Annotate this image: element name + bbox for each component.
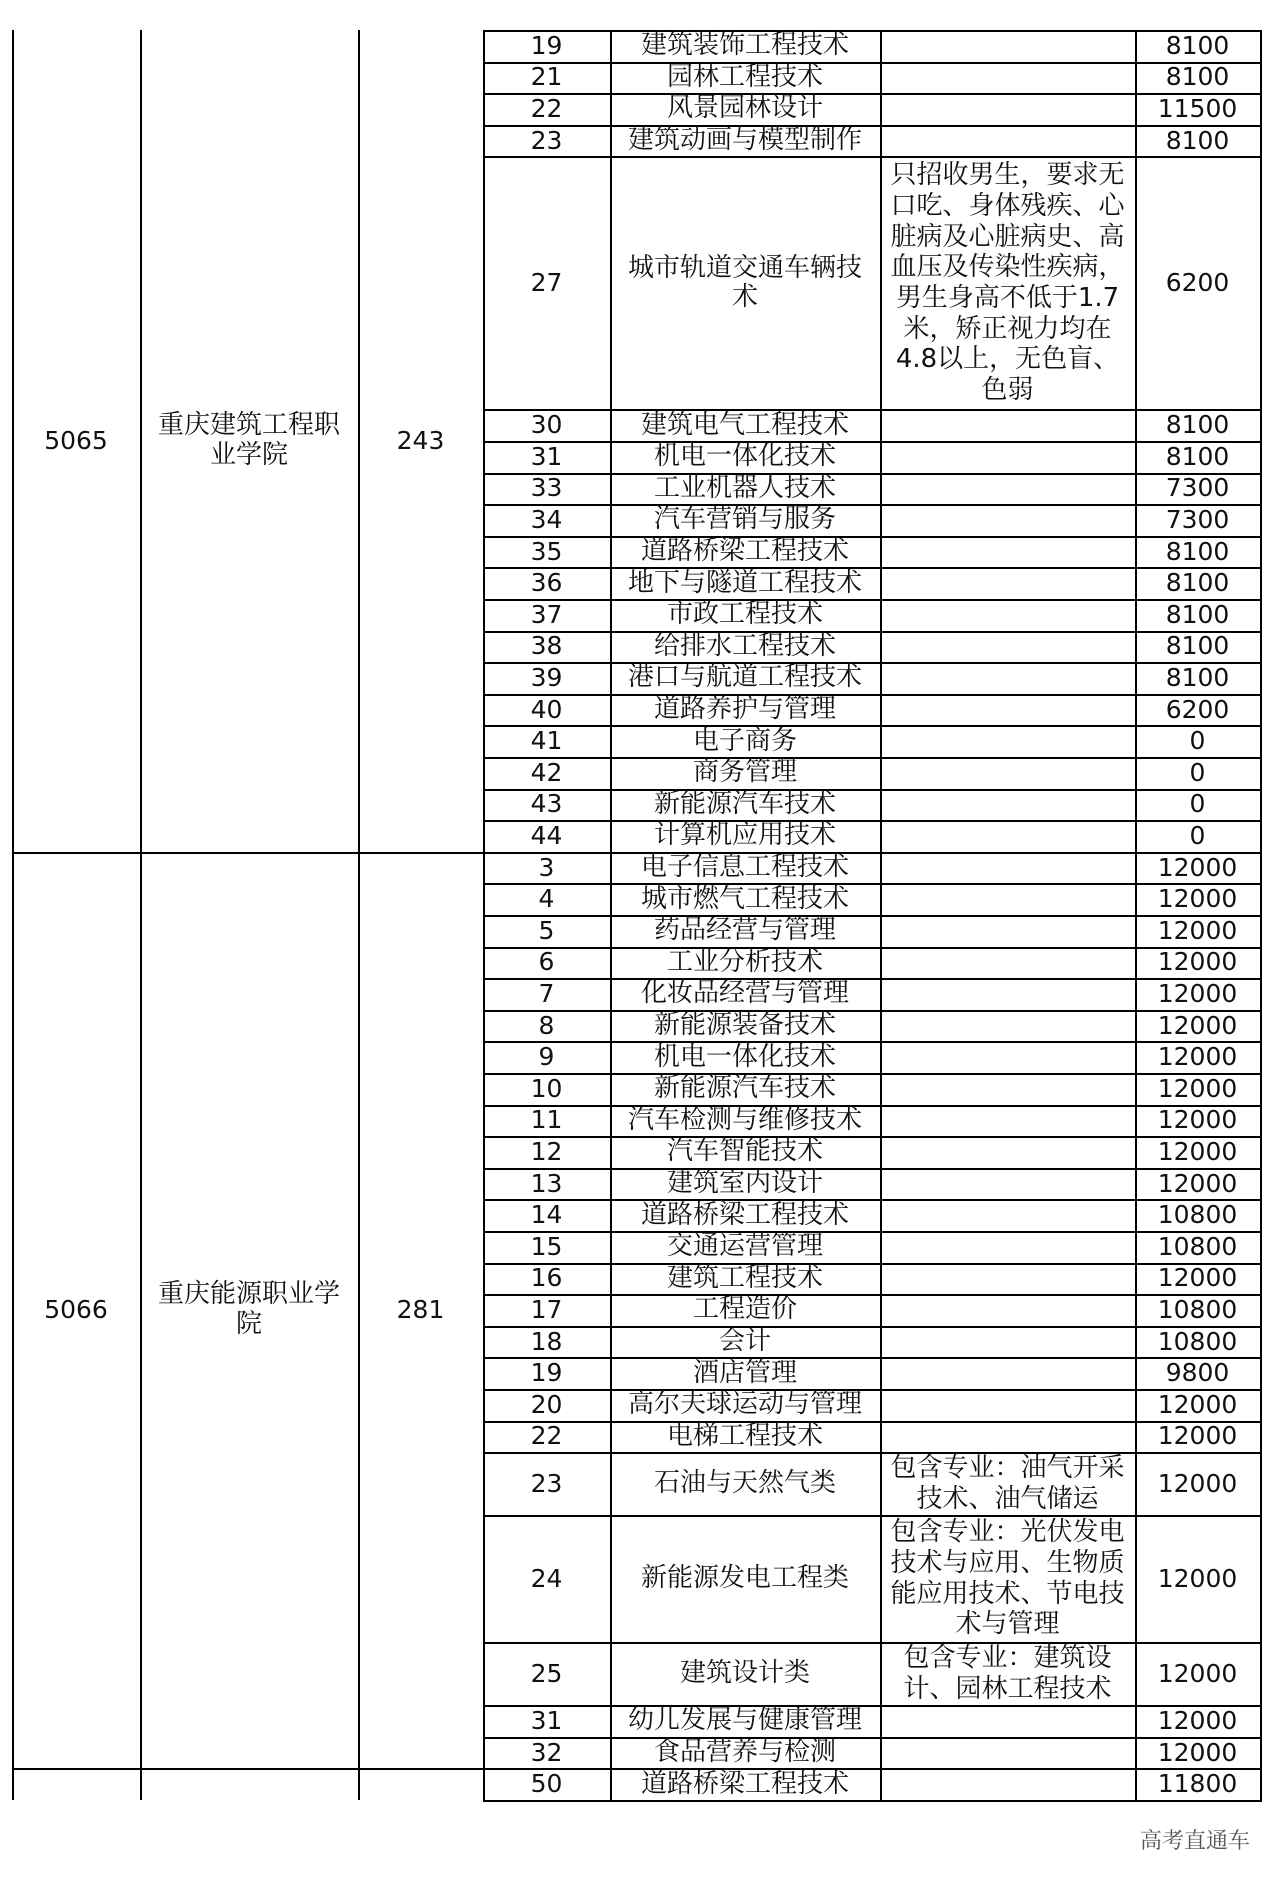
requirement-note bbox=[880, 915, 1135, 947]
major-name: 药品经营与管理 bbox=[653, 915, 836, 946]
requirement-note bbox=[880, 883, 1135, 915]
tuition-fee: 12000 bbox=[1157, 947, 1238, 977]
row-number: 19 bbox=[530, 1358, 563, 1388]
row-number: 5 bbox=[538, 915, 555, 945]
major-name: 道路桥梁工程技术 bbox=[640, 1199, 849, 1230]
tuition-fee: 12000 bbox=[1157, 884, 1238, 914]
requirement-note bbox=[880, 1199, 1135, 1231]
major-name: 城市轨道交通车辆技术 bbox=[627, 252, 862, 312]
requirement-note bbox=[880, 1294, 1135, 1326]
major-name: 风景园林设计 bbox=[666, 93, 823, 124]
major-name: 汽车营销与服务 bbox=[653, 504, 836, 535]
major-name: 建筑室内设计 bbox=[666, 1168, 823, 1199]
major-name: 建筑装饰工程技术 bbox=[640, 30, 849, 61]
row-number: 31 bbox=[530, 1705, 563, 1735]
major-name: 工业机器人技术 bbox=[653, 472, 836, 503]
tuition-fee: 12000 bbox=[1157, 1042, 1238, 1072]
requirement-note bbox=[880, 725, 1135, 757]
tuition-fee: 8100 bbox=[1165, 536, 1230, 566]
tuition-fee: 6200 bbox=[1165, 267, 1230, 297]
row-number: 23 bbox=[530, 1468, 563, 1498]
major-name: 电梯工程技术 bbox=[666, 1420, 823, 1451]
institution-name: 重庆能源职业学院 bbox=[157, 1279, 340, 1340]
column-border bbox=[12, 30, 14, 1800]
requirement-note bbox=[880, 1010, 1135, 1042]
tuition-fee: 8100 bbox=[1165, 568, 1230, 598]
tuition-fee: 11500 bbox=[1157, 93, 1238, 123]
major-name: 建筑动画与模型制作 bbox=[627, 125, 862, 156]
major-name: 交通运营管理 bbox=[666, 1231, 823, 1262]
row-number: 15 bbox=[530, 1231, 563, 1261]
row-number: 27 bbox=[530, 267, 563, 297]
row-number: 40 bbox=[530, 694, 563, 724]
major-name: 新能源装备技术 bbox=[653, 1010, 836, 1041]
tuition-fee: 12000 bbox=[1157, 1136, 1238, 1166]
requirement-note bbox=[880, 1136, 1135, 1168]
requirement-note bbox=[880, 947, 1135, 979]
tuition-fee: 7300 bbox=[1165, 473, 1230, 503]
row-number: 34 bbox=[530, 504, 563, 534]
row-number: 16 bbox=[530, 1263, 563, 1293]
tuition-fee: 10800 bbox=[1157, 1231, 1238, 1261]
column-border bbox=[610, 30, 612, 1800]
major-name: 化妆品经营与管理 bbox=[640, 978, 849, 1009]
row-number: 35 bbox=[530, 536, 563, 566]
requirement-note bbox=[880, 441, 1135, 473]
row-number: 33 bbox=[530, 473, 563, 503]
requirement-note bbox=[880, 852, 1135, 884]
tuition-fee: 12000 bbox=[1157, 1168, 1238, 1198]
row-number: 24 bbox=[530, 1563, 563, 1593]
row-number: 39 bbox=[530, 662, 563, 692]
requirement-note bbox=[880, 125, 1135, 157]
major-name: 机电一体化技术 bbox=[653, 1041, 836, 1072]
row-number: 36 bbox=[530, 568, 563, 598]
requirement-note bbox=[880, 1168, 1135, 1200]
row-number: 11 bbox=[530, 1105, 563, 1135]
row-number: 20 bbox=[530, 1389, 563, 1419]
major-name: 建筑电气工程技术 bbox=[640, 409, 849, 440]
row-number: 3 bbox=[538, 852, 555, 882]
major-name: 商务管理 bbox=[692, 757, 797, 788]
requirement-note: 包含专业：建筑设计、园林工程技术 bbox=[903, 1643, 1112, 1704]
requirement-note bbox=[880, 820, 1135, 852]
major-name: 石油与天然气类 bbox=[653, 1468, 836, 1499]
tuition-fee: 12000 bbox=[1157, 1421, 1238, 1451]
requirement-note bbox=[880, 62, 1135, 94]
column-border bbox=[140, 30, 142, 1800]
major-name: 地下与隧道工程技术 bbox=[627, 567, 862, 598]
major-name: 高尔夫球运动与管理 bbox=[627, 1389, 862, 1420]
major-name: 食品营养与检测 bbox=[653, 1737, 836, 1768]
requirement-note bbox=[880, 757, 1135, 789]
major-name: 建筑工程技术 bbox=[666, 1262, 823, 1293]
row-number: 13 bbox=[530, 1168, 563, 1198]
major-name: 新能源发电工程类 bbox=[640, 1563, 849, 1594]
tuition-fee: 12000 bbox=[1157, 1705, 1238, 1735]
tuition-fee: 0 bbox=[1189, 757, 1206, 787]
major-name: 汽车智能技术 bbox=[666, 1136, 823, 1167]
row-number: 41 bbox=[530, 726, 563, 756]
tuition-fee: 12000 bbox=[1157, 1263, 1238, 1293]
tuition-fee: 8100 bbox=[1165, 631, 1230, 661]
major-name: 新能源汽车技术 bbox=[653, 1073, 836, 1104]
row-number: 19 bbox=[530, 30, 563, 60]
tuition-fee: 8100 bbox=[1165, 441, 1230, 471]
requirement-note bbox=[880, 1768, 1135, 1800]
tuition-fee: 8100 bbox=[1165, 30, 1230, 60]
requirement-note bbox=[880, 1073, 1135, 1105]
requirement-note bbox=[880, 662, 1135, 694]
row-number: 25 bbox=[530, 1658, 563, 1688]
tuition-fee: 12000 bbox=[1157, 852, 1238, 882]
tuition-fee: 8100 bbox=[1165, 62, 1230, 92]
institution-code: 5066 bbox=[44, 1295, 108, 1325]
requirement-note bbox=[880, 1263, 1135, 1295]
tuition-fee: 10800 bbox=[1157, 1326, 1238, 1356]
row-number: 23 bbox=[530, 125, 563, 155]
major-name: 汽车检测与维修技术 bbox=[627, 1104, 862, 1135]
tuition-fee: 0 bbox=[1189, 726, 1206, 756]
major-name: 道路桥梁工程技术 bbox=[640, 536, 849, 567]
requirement-note bbox=[880, 1041, 1135, 1073]
requirement-note bbox=[880, 93, 1135, 125]
tuition-fee: 9800 bbox=[1165, 1358, 1230, 1388]
major-name: 道路桥梁工程技术 bbox=[640, 1768, 849, 1799]
column-border bbox=[483, 30, 485, 1800]
tuition-fee: 8100 bbox=[1165, 599, 1230, 629]
row-number: 22 bbox=[530, 1421, 563, 1451]
row-number: 4 bbox=[538, 884, 555, 914]
row-number: 7 bbox=[538, 978, 555, 1008]
row-number: 37 bbox=[530, 599, 563, 629]
row-number: 14 bbox=[530, 1200, 563, 1230]
row-number: 31 bbox=[530, 441, 563, 471]
major-name: 市政工程技术 bbox=[666, 599, 823, 630]
tuition-fee: 12000 bbox=[1157, 1389, 1238, 1419]
plan-count bbox=[358, 1768, 483, 1800]
tuition-fee: 12000 bbox=[1157, 915, 1238, 945]
row-divider bbox=[483, 1800, 1262, 1802]
column-border bbox=[1260, 30, 1262, 1800]
major-name: 机电一体化技术 bbox=[653, 441, 836, 472]
major-name: 幼儿发展与健康管理 bbox=[627, 1705, 862, 1736]
requirement-note bbox=[880, 978, 1135, 1010]
column-border bbox=[880, 30, 882, 1800]
requirement-note bbox=[880, 1705, 1135, 1737]
tuition-fee: 6200 bbox=[1165, 694, 1230, 724]
tuition-fee: 12000 bbox=[1157, 1010, 1238, 1040]
institution-code bbox=[12, 1768, 140, 1800]
requirement-note bbox=[880, 1737, 1135, 1769]
requirement-note bbox=[880, 1357, 1135, 1389]
requirement-note bbox=[880, 1105, 1135, 1137]
row-number: 18 bbox=[530, 1326, 563, 1356]
requirement-note: 只招收男生，要求无口吃、身体残疾、心脏病及心脏病史、高血压及传染性疾病，男生身高不低于1.7米，矫正视力均在4.8以上，无色盲、色弱 bbox=[890, 160, 1125, 405]
requirement-note bbox=[880, 1389, 1135, 1421]
requirement-note bbox=[880, 567, 1135, 599]
requirement-note bbox=[880, 694, 1135, 726]
major-name: 港口与航道工程技术 bbox=[627, 662, 862, 693]
requirement-note bbox=[880, 1326, 1135, 1358]
requirement-note: 包含专业：油气开采技术、油气储运 bbox=[890, 1453, 1125, 1514]
institution-name bbox=[140, 1768, 358, 1800]
tuition-fee: 12000 bbox=[1157, 978, 1238, 1008]
column-border bbox=[1135, 30, 1137, 1800]
major-name: 新能源汽车技术 bbox=[653, 788, 836, 819]
requirement-note bbox=[880, 30, 1135, 62]
row-number: 8 bbox=[538, 1010, 555, 1040]
major-name: 计算机应用技术 bbox=[653, 820, 836, 851]
row-number: 17 bbox=[530, 1294, 563, 1324]
row-number: 6 bbox=[538, 947, 555, 977]
requirement-note bbox=[880, 1231, 1135, 1263]
row-number: 44 bbox=[530, 820, 563, 850]
row-number: 21 bbox=[530, 62, 563, 92]
row-number: 12 bbox=[530, 1136, 563, 1166]
tuition-fee: 7300 bbox=[1165, 504, 1230, 534]
row-number: 50 bbox=[530, 1769, 563, 1799]
tuition-fee: 12000 bbox=[1157, 1737, 1238, 1767]
institution-name: 重庆建筑工程职业学院 bbox=[157, 410, 340, 470]
major-name: 电子信息工程技术 bbox=[640, 852, 849, 883]
requirement-note bbox=[880, 1421, 1135, 1453]
tuition-fee: 12000 bbox=[1157, 1563, 1238, 1593]
major-name: 给排水工程技术 bbox=[653, 630, 836, 661]
tuition-fee: 8100 bbox=[1165, 410, 1230, 440]
major-name: 建筑设计类 bbox=[679, 1658, 810, 1689]
major-name: 道路养护与管理 bbox=[653, 694, 836, 725]
tuition-fee: 0 bbox=[1189, 789, 1206, 819]
major-name: 城市燃气工程技术 bbox=[640, 883, 849, 914]
requirement-note bbox=[880, 473, 1135, 505]
plan-count: 243 bbox=[396, 425, 445, 455]
institution-code: 5065 bbox=[44, 425, 108, 455]
column-border bbox=[358, 30, 360, 1800]
requirement-note bbox=[880, 536, 1135, 568]
major-name: 工程造价 bbox=[692, 1294, 797, 1325]
tuition-fee: 12000 bbox=[1157, 1468, 1238, 1498]
plan-count: 281 bbox=[396, 1295, 445, 1325]
tuition-fee: 12000 bbox=[1157, 1105, 1238, 1135]
requirement-note bbox=[880, 631, 1135, 663]
requirement-note bbox=[880, 504, 1135, 536]
requirement-note bbox=[880, 599, 1135, 631]
major-name: 电子商务 bbox=[692, 725, 797, 756]
row-number: 42 bbox=[530, 757, 563, 787]
major-name: 工业分析技术 bbox=[666, 946, 823, 977]
tuition-fee: 8100 bbox=[1165, 125, 1230, 155]
row-number: 10 bbox=[530, 1073, 563, 1103]
requirement-note: 包含专业：光伏发电技术与应用、生物质能应用技术、节电技术与管理 bbox=[890, 1517, 1125, 1640]
row-number: 38 bbox=[530, 631, 563, 661]
tuition-fee: 8100 bbox=[1165, 662, 1230, 692]
row-number: 32 bbox=[530, 1737, 563, 1767]
major-name: 会计 bbox=[718, 1326, 771, 1357]
row-number: 9 bbox=[538, 1042, 555, 1072]
requirement-note bbox=[880, 409, 1135, 441]
requirement-note bbox=[880, 789, 1135, 821]
tuition-fee: 12000 bbox=[1157, 1658, 1238, 1688]
row-number: 30 bbox=[530, 410, 563, 440]
row-number: 22 bbox=[530, 93, 563, 123]
tuition-fee: 10800 bbox=[1157, 1200, 1238, 1230]
row-number: 43 bbox=[530, 789, 563, 819]
major-name: 园林工程技术 bbox=[666, 61, 823, 92]
tuition-fee: 10800 bbox=[1157, 1294, 1238, 1324]
major-name: 酒店管理 bbox=[692, 1357, 797, 1388]
tuition-fee: 0 bbox=[1189, 820, 1206, 850]
watermark: 高考直通车 bbox=[1139, 1829, 1250, 1854]
tuition-fee: 11800 bbox=[1157, 1769, 1238, 1799]
tuition-fee: 12000 bbox=[1157, 1073, 1238, 1103]
